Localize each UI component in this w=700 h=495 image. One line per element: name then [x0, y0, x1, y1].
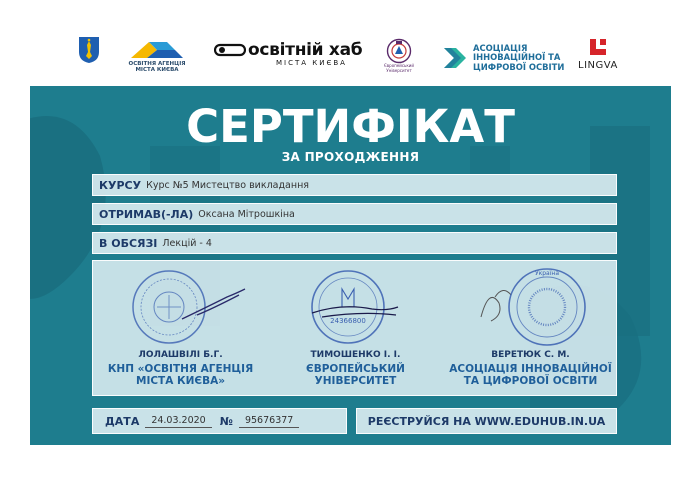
signatory-org — [443, 363, 618, 387]
signatory-org-line-2: МІСТА КИЄВА» — [136, 375, 225, 387]
university-logo-text — [382, 64, 416, 73]
volume-row — [92, 232, 617, 254]
recipient-value: Оксана Мітрошкіна — [198, 208, 295, 220]
signature-block-association — [443, 261, 618, 397]
association-stamp-country: Україна — [534, 270, 560, 277]
agency-logo-text — [129, 61, 186, 73]
certificate-subtitle: ЗА ПРОХОДЖЕННЯ — [281, 150, 420, 164]
number-value: 95676377 — [239, 415, 299, 428]
hub-logo-main — [214, 40, 362, 60]
signatory-name: ТИМОШЕНКО І. І. — [310, 350, 401, 360]
european-university-logo — [382, 38, 416, 73]
university-line-2: Університет — [386, 67, 412, 73]
signatory-org-line-2: ТА ЦИФРОВОЇ ОСВІТИ — [463, 375, 598, 387]
lingva-logo — [578, 38, 618, 71]
date-value: 24.03.2020 — [145, 415, 211, 428]
lingva-name: LINGVA — [578, 60, 618, 71]
recipient-label: ОТРИМАВ(-ЛА) — [99, 207, 194, 221]
university-crest-icon — [386, 38, 412, 64]
association-arrow-icon — [442, 45, 468, 71]
association-line-3: ЦИФРОВОЇ ОСВІТИ — [473, 61, 565, 72]
agency-stamp-icon — [127, 267, 267, 347]
signature-block-university — [268, 261, 443, 397]
signatory-org — [93, 363, 268, 387]
signature-block-agency — [93, 261, 268, 397]
course-label: КУРСУ — [99, 178, 142, 192]
recipient-row — [92, 203, 617, 225]
education-hub-logo — [214, 40, 362, 67]
association-line-2: ІННОВАЦІЙНОЇ ТА — [473, 52, 561, 63]
agency-mark-icon — [127, 38, 187, 60]
course-row — [92, 174, 617, 196]
association-stamp-icon — [477, 267, 597, 349]
volume-value: Лекцій - 4 — [162, 237, 212, 249]
register-link[interactable]: РЕЄСТРУЙСЯ НА WWW.EDUHUB.IN.UA — [356, 408, 617, 434]
number-label: № — [219, 414, 233, 428]
lingva-mark-icon — [588, 38, 608, 58]
hub-city: МІСТА КИЄВА — [276, 59, 347, 67]
signatory-org-line-2: УНІВЕРСИТЕТ — [314, 375, 397, 387]
association-line-1: АСОЦІАЦІЯ — [473, 43, 528, 53]
signatory-org-line-1: АСОЦІАЦІЯ ІННОВАЦІЙНОЇ — [449, 363, 612, 375]
university-line-1: Європейський — [384, 63, 414, 68]
date-label: ДАТА — [105, 414, 140, 428]
signatory-org-line-1: ЄВРОПЕЙСЬКИЙ — [306, 363, 405, 375]
association-logo — [442, 44, 564, 72]
certificate-panel — [30, 86, 671, 445]
agency-line-2: МІСТА КИЄВА — [135, 67, 179, 73]
certificate-title: СЕРТИФІКАТ — [186, 100, 515, 153]
date-number-box — [92, 408, 347, 434]
university-stamp-icon — [302, 267, 422, 347]
logo-strip — [0, 0, 700, 86]
kyiv-coat-of-arms-logo — [78, 36, 100, 64]
signatory-org — [268, 363, 443, 387]
course-value: Курс №5 Мистецтво викладання — [146, 179, 310, 191]
signatory-org-line-1: КНП «ОСВІТНЯ АГЕНЦІЯ — [107, 363, 254, 375]
signatory-name: ВЕРЕТЮК С. М. — [491, 350, 570, 360]
signatures-box — [92, 260, 617, 396]
association-logo-text — [473, 44, 564, 72]
agency-line-1: ОСВІТНЯ АГЕНЦІЯ — [128, 61, 186, 67]
volume-label: В ОБСЯЗІ — [99, 236, 158, 250]
hub-glasses-icon — [214, 43, 246, 57]
signatory-name: ЛОЛАШВІЛІ Б.Г. — [138, 350, 223, 360]
education-agency-logo — [122, 38, 192, 73]
kyiv-coat-of-arms-icon — [78, 36, 100, 64]
hub-name: освітній хаб — [248, 40, 363, 60]
university-stamp-code: 24366800 — [330, 317, 366, 325]
